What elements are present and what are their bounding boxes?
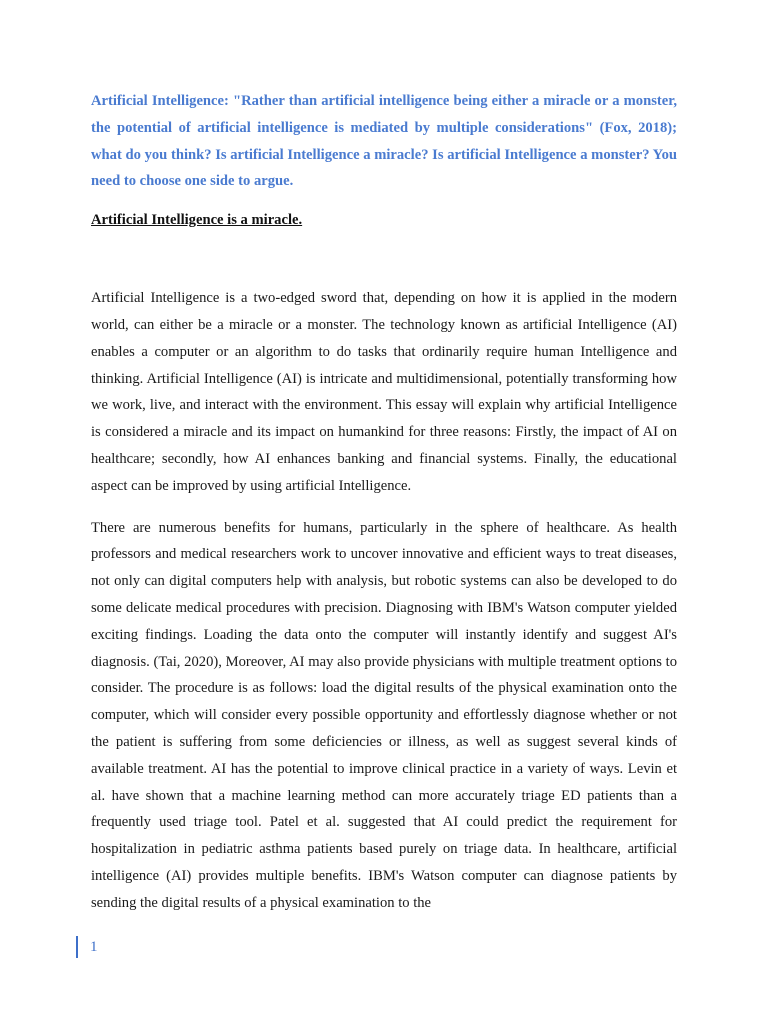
page-number: 1 xyxy=(90,938,98,955)
essay-heading: Artificial Intelligence is a miracle. xyxy=(91,212,303,229)
page-footer xyxy=(76,936,98,958)
footer-accent-bar xyxy=(76,936,78,958)
document-body xyxy=(91,88,677,917)
essay-question: Artificial Intelligence: "Rather than artificial intelligence being either a miracle or a monster, the potential of artificial intelligence is mediated by multiple considerations" (Fox, 2018); what do you think? Is artificial Intelligence a miracle? Is artificial Intelligence a monster? You need to choose one side to argue. xyxy=(91,93,677,190)
paragraph-healthcare: There are numerous benefits for humans, particularly in the sphere of healthcare. As health professors and medical researchers work to uncover innovative and efficient ways to treat diseases, not only can digital computers help with analysis, but robotic systems can also be developed to do some delicate medical procedures with precision. Diagnosing with IBM's Watson computer yielded exciting findings. Loading the data onto the computer will instantly identify and suggest AI's diagnosis. (Tai, 2020), Moreover, AI may also provide physicians with multiple treatment options to consider. The procedure is as follows: load the digital results of the physical examination onto the computer, which will consider every possible opportunity and effortlessly diagnose whether or not the patient is suffering from some deficiencies or illness, as well as suggest several kinds of available treatment. AI has the potential to improve clinical practice in a variety of ways. Levin et al. have shown that a machine learning method can more accurately triage ED patients than a frequently used triage tool. Patel et al. suggested that AI could predict the requirement for hospitalization in pediatric asthma patients based purely on triage data. In healthcare, artificial intelligence (AI) provides multiple benefits. IBM's Watson computer can diagnose patients by sending the digital results of a physical examination to the xyxy=(91,519,677,911)
paragraph-introduction: Artificial Intelligence is a two-edged sword that, depending on how it is applied in the modern world, can either be a miracle or a monster. The technology known as artificial Intelligence (AI) enables a computer or an algorithm to do tasks that ordinarily require human Intelligence and thinking. Artificial Intelligence (AI) is intricate and multidimensional, potentially transforming how we work, live, and interact with the environment. This essay will explain why artificial Intelligence is considered a miracle and its impact on humankind for three reasons: Firstly, the impact of AI on healthcare; secondly, how AI enhances banking and financial systems. Finally, the educational aspect can be improved by using artificial Intelligence. xyxy=(91,290,677,494)
